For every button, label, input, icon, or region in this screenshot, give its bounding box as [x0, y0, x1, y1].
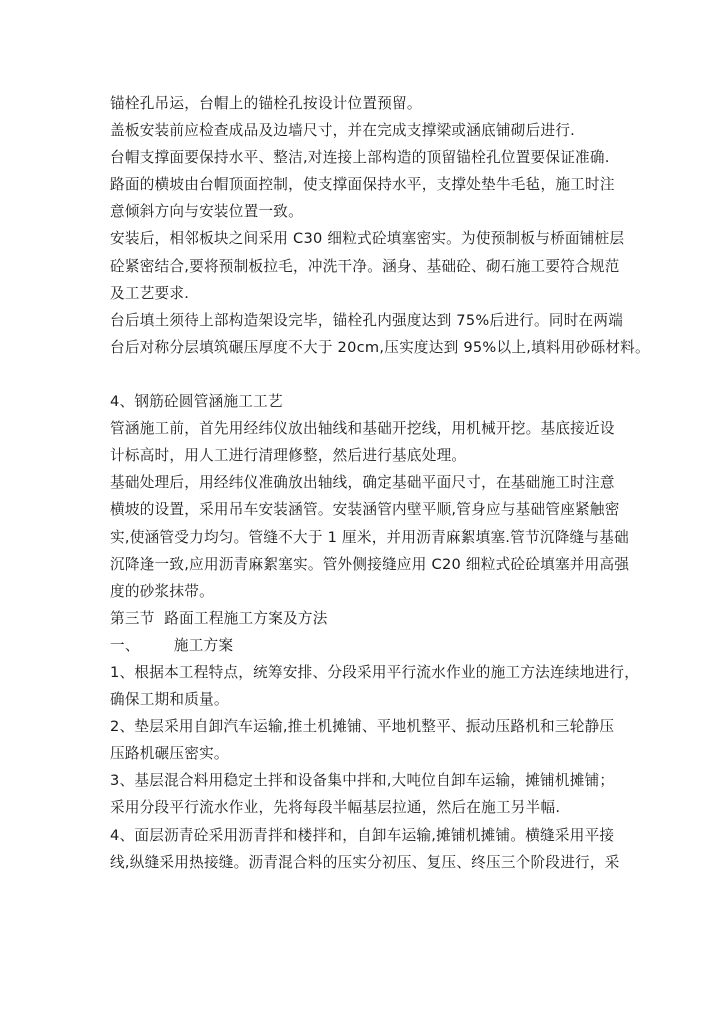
list-item — [110, 713, 632, 767]
text-line: 4、面层沥青砼采用沥青拌和楼拌和，自卸车运输,摊铺机摊铺。横缝采用平接 — [110, 826, 615, 844]
paragraph — [110, 307, 650, 361]
text-line: 实,使涵管受力均匀。管缝不大于 1 厘米，并用沥青麻絮填塞.管节沉降缝与基础 — [110, 528, 629, 546]
text-line: 台帽支撑面要保持水平、整洁,对连接上部构造的顶留锚栓孔位置要保证准确. — [110, 149, 610, 167]
text-line: 1、根据本工程特点，统筹安排、分段采用平行流水作业的施工方法连续地进行， — [110, 663, 640, 681]
text-line: 盖板安装前应检查成品及边墙尺寸，并在完成支撑梁或涵底铺砌后进行. — [110, 122, 576, 140]
section-heading: 4、钢筋砼圆管涵施工工艺 — [110, 393, 283, 411]
text-line: 意倾斜方向与安装位置一致。 — [110, 203, 303, 221]
text-line: 台后对称分层填筑碾压厚度不大于 20cm,压实度达到 95%以上,填料用砂砾材料。 — [110, 338, 650, 356]
text-line: 砼紧密结合,要将预制板拉毛，冲洗干净。涵身、基础砼、砌石施工要符合规范 — [110, 257, 620, 275]
text-line: 及工艺要求. — [110, 284, 190, 302]
text-line: 2、垫层采用自卸汽车运输,推土机摊铺、平地机整平、振动压路机和三轮静压 — [110, 718, 615, 736]
text-line: 台后填土须待上部构造架设完毕，锚栓孔内强度达到 75%后进行。同时在两端 — [110, 311, 624, 329]
text-line: 3、基层混合料用稳定土拌和设备集中拌和,大吨位自卸车运输，摊铺机摊铺； — [110, 772, 615, 790]
paragraph — [110, 90, 632, 117]
text-line: 锚栓孔吊运，台帽上的锚栓孔按设计位置预留。 — [110, 95, 422, 112]
text-line: 沉降逢一致,应用沥青麻絮塞实。管外侧接缝应用 C20 细粒式砼砼填塞并用高强 — [110, 555, 630, 573]
paragraph — [110, 225, 632, 306]
text-line: 路面的横坡由台帽顶面控制，使支撑面保持水平，支撑处垫牛毛毡，施工时注 — [110, 176, 615, 194]
text-line: 采用分段平行流水作业，先将每段半幅基层拉通，然后在施工另半幅. — [110, 799, 561, 817]
text-line: 管涵施工前，首先用经纬仪放出轴线和基础开挖线，用机械开挖。基底接近设 — [110, 420, 615, 438]
document-body — [110, 90, 650, 876]
text-line: 横坡的设置，采用吊车安装涵管。安装涵管内壁平顺,管身应与基础管座紧触密 — [110, 501, 620, 519]
paragraph — [110, 415, 632, 469]
list-item — [110, 659, 640, 713]
chapter-heading: 第三节 路面工程施工方案及方法 — [110, 609, 328, 627]
text-line: 线,纵缝采用热接缝。沥青混合料的压实分初压、复压、终压三个阶段进行，采 — [110, 853, 620, 871]
paragraph — [110, 144, 632, 171]
subsection-heading: 一、 施工方案 — [110, 636, 234, 654]
text-line: 基础处理后，用经纬仪准确放出轴线，确定基础平面尺寸，在基础施工时注意 — [110, 474, 615, 492]
text-line: 安装后，相邻板块之间采用 C30 细粒式砼填塞密实。为使预制板与桥面铺桩层 — [110, 230, 625, 248]
paragraph — [110, 469, 632, 604]
text-line: 确保工期和质量。 — [110, 691, 229, 709]
paragraph — [110, 117, 632, 144]
blank-line — [110, 361, 632, 388]
list-item — [110, 767, 632, 821]
paragraph — [110, 171, 632, 225]
text-line: 计标高时，用人工进行清理修整，然后进行基底处理。 — [110, 447, 467, 465]
list-item — [110, 822, 632, 876]
text-line: 压路机碾压密实。 — [110, 745, 229, 763]
text-line: 度的砂浆抹带。 — [110, 582, 214, 600]
